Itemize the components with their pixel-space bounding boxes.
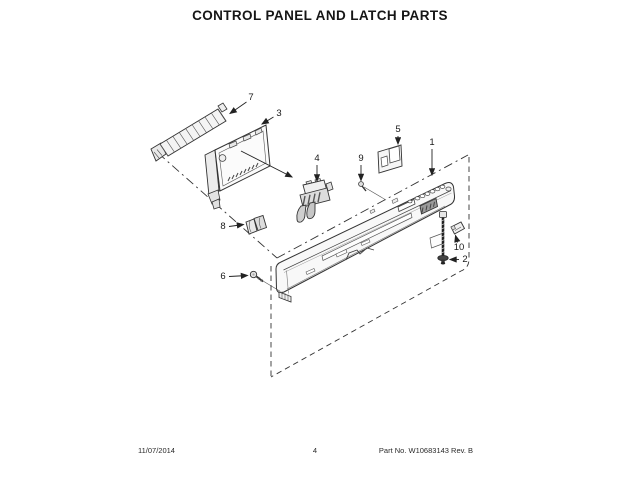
callout-7-leader bbox=[230, 102, 247, 114]
callout-3-label: 3 bbox=[276, 108, 282, 119]
part-8-clip bbox=[246, 216, 267, 235]
callout-10 bbox=[454, 236, 465, 254]
callout-8-label: 8 bbox=[220, 221, 226, 232]
part-3-control-board bbox=[205, 125, 270, 209]
footer-date: 11/07/2014 bbox=[138, 446, 175, 455]
callout-6-leader bbox=[229, 276, 248, 277]
callout-3 bbox=[262, 108, 282, 124]
callout-5-label: 5 bbox=[395, 124, 401, 135]
screw-9-leader-line bbox=[364, 187, 386, 200]
callout-1 bbox=[429, 137, 434, 175]
bolt-retainer-plate bbox=[430, 234, 444, 249]
callout-2-label: 2 bbox=[462, 254, 468, 265]
callout-9-label: 9 bbox=[358, 153, 364, 164]
callout-8 bbox=[220, 221, 243, 232]
callout-9 bbox=[358, 153, 363, 181]
callout-6 bbox=[220, 271, 247, 282]
callout-4-label: 4 bbox=[314, 153, 320, 164]
page-title: CONTROL PANEL AND LATCH PARTS bbox=[192, 8, 448, 23]
callout-6-label: 6 bbox=[220, 271, 226, 282]
callout-4 bbox=[314, 153, 319, 181]
callout-8-leader bbox=[229, 225, 244, 227]
part-10-clip bbox=[451, 222, 465, 234]
callout-1-label: 1 bbox=[429, 137, 435, 148]
part-9-screw bbox=[359, 182, 386, 200]
footer-part-number: Part No. W10683143 Rev. B bbox=[378, 446, 473, 455]
callout-2 bbox=[450, 254, 468, 265]
callout-7-label: 7 bbox=[248, 92, 254, 103]
part-4-door-latch bbox=[297, 179, 333, 223]
callout-7 bbox=[230, 92, 254, 114]
footer-page-number: 4 bbox=[312, 446, 318, 455]
callout-5 bbox=[395, 124, 400, 144]
callout-10-label: 10 bbox=[453, 242, 465, 253]
callout-3-leader bbox=[262, 117, 274, 124]
part-5-window-insert bbox=[378, 145, 402, 173]
